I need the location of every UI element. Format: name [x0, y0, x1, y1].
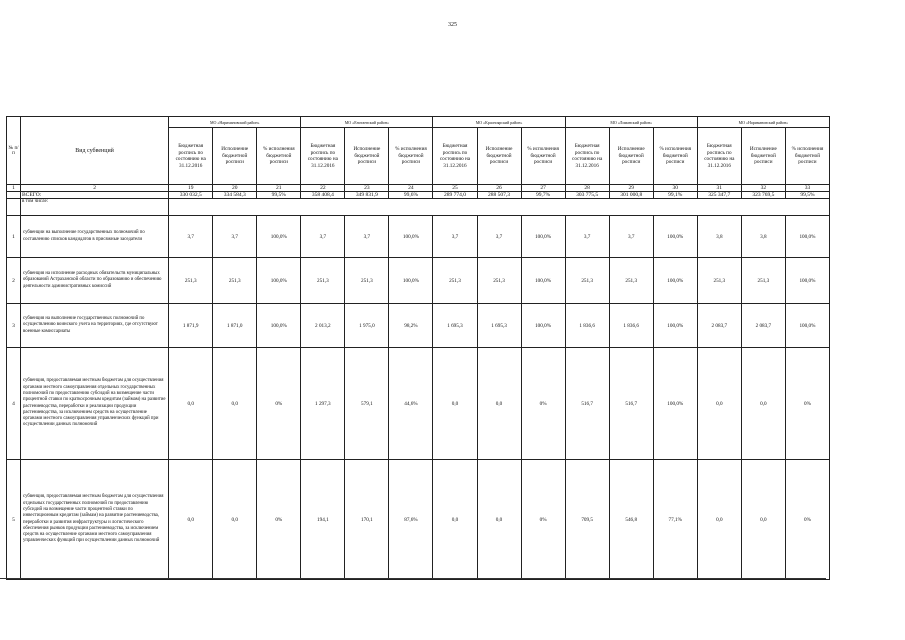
- cell-value: 3,7: [433, 216, 477, 258]
- table-row: [7, 258, 830, 304]
- region-header-row: [7, 117, 830, 128]
- cell-value: 100,0%: [785, 258, 829, 304]
- cell-value: 546,8: [609, 460, 653, 580]
- total-value: 358 408,4: [301, 192, 345, 199]
- cell-value: 516,7: [565, 348, 609, 460]
- subvention-name: субвенция, предоставляемая местным бюджетам для осуществления органами местного самоуправления отдельных государственных полномочий по предоставлению субсидий на возмещение части процентной ставки по краткосрочным кредитам (займам) на развитие растениеводства, переработки и реализации продукции растениеводства, за исключением средств на осуществление органами местного самоуправления управленческих функций при осуществлении данных полномочий: [21, 348, 169, 460]
- cell-value: 1 975,0: [345, 304, 389, 348]
- cell-value: 1 695,3: [433, 304, 477, 348]
- cell-value: 0,0: [433, 460, 477, 580]
- cell-value: 1 871,9: [169, 304, 213, 348]
- subvention-name: субвенция на выполнение государственных полномочий по осуществлению воинского учета на территориях, где отсутствуют военные комиссариаты: [21, 304, 169, 348]
- cell-value: 251,3: [697, 258, 741, 304]
- cell-value: 44,6%: [389, 348, 433, 460]
- cell-value: 0,0: [741, 348, 785, 460]
- cell-value: 251,3: [477, 258, 521, 304]
- table-row: [7, 216, 830, 258]
- sub-header-pct: % исполнения бюджетной росписи: [257, 128, 301, 185]
- sub-header-plan: Бюджетная роспись по состоянию на 31.12.2016: [565, 128, 609, 185]
- subvention-name: субвенция на исполнение расходных обязательств муниципальных образований Астраханской области по образованию и обеспечению деятельности административных комиссий: [21, 258, 169, 304]
- cell-value: 0%: [257, 348, 301, 460]
- region-header: МО «Наримановский район»: [697, 117, 829, 128]
- column-number: 21: [257, 185, 301, 192]
- including-row: [7, 199, 830, 216]
- row-number: 5: [7, 460, 21, 580]
- cell-value: 0%: [521, 348, 565, 460]
- cell-value: 3,7: [609, 216, 653, 258]
- cell-value: 251,3: [741, 258, 785, 304]
- column-number: 26: [477, 185, 521, 192]
- cell-value: 1 836,6: [565, 304, 609, 348]
- cell-value: 709,5: [565, 460, 609, 580]
- cell-value: 251,3: [169, 258, 213, 304]
- cell-value: 1 871,0: [213, 304, 257, 348]
- cell-value: 0,0: [697, 460, 741, 580]
- column-number: 24: [389, 185, 433, 192]
- cell-value: 0%: [785, 460, 829, 580]
- cell-value: 100,0%: [521, 258, 565, 304]
- sub-header-pct: % исполнения бюджетной росписи: [389, 128, 433, 185]
- sub-header-pct: % исполнения бюджетной росписи: [521, 128, 565, 185]
- cell-value: 100,0%: [257, 304, 301, 348]
- column-number: 23: [345, 185, 389, 192]
- total-row: [7, 192, 830, 199]
- total-value: 289 774,0: [433, 192, 477, 199]
- total-value: 99,7%: [521, 192, 565, 199]
- total-value: 303 775,5: [565, 192, 609, 199]
- footer-rule: [0, 578, 826, 579]
- table-row: [7, 304, 830, 348]
- sub-header-exec: Исполнение бюджетной росписи: [609, 128, 653, 185]
- column-number: 27: [521, 185, 565, 192]
- column-number: 29: [609, 185, 653, 192]
- cell-value: 100,0%: [653, 348, 697, 460]
- total-value: 323 769,5: [741, 192, 785, 199]
- subventions-table: [6, 116, 830, 580]
- cell-value: 0%: [521, 460, 565, 580]
- sub-header-pct: % исполнения бюджетной росписи: [785, 128, 829, 185]
- sub-header-plan: Бюджетная роспись по состоянию на 31.12.2016: [433, 128, 477, 185]
- cell-value: 0,0: [697, 348, 741, 460]
- cell-value: 0,0: [433, 348, 477, 460]
- cell-value: 3,7: [345, 216, 389, 258]
- cell-value: 100,0%: [785, 304, 829, 348]
- cell-value: 579,1: [345, 348, 389, 460]
- total-value: 288 507,3: [477, 192, 521, 199]
- subvention-name: субвенция, предоставляемая местным бюджетам для осуществления отдельных государственных полномочий по предоставлению субсидий на возмещение части процентной ставки по инвестиционным кредитам (займам) на развитие растениеводства, переработки и развития инфраструктуры и логистического обеспечения рынков продукции растениеводства, за исключением средств на осуществление органами местного самоуправления управленческих функций при осуществлении данных полномочий: [21, 460, 169, 580]
- sub-header-plan: Бюджетная роспись по состоянию на 31.12.2016: [697, 128, 741, 185]
- including-label: в том числе:: [21, 199, 169, 216]
- cell-value: 0,0: [213, 460, 257, 580]
- cell-value: 0%: [785, 348, 829, 460]
- col-name-header: Вид субвенций: [21, 117, 169, 185]
- sub-header-exec: Исполнение бюджетной росписи: [477, 128, 521, 185]
- cell-value: 251,3: [433, 258, 477, 304]
- cell-value: 2 083,7: [741, 304, 785, 348]
- table-row: [7, 460, 830, 580]
- cell-value: 77,1%: [653, 460, 697, 580]
- column-number: 30: [653, 185, 697, 192]
- cell-value: 3,8: [697, 216, 741, 258]
- cell-value: 0,0: [169, 348, 213, 460]
- row-number: 2: [7, 258, 21, 304]
- cell-value: 170,1: [345, 460, 389, 580]
- sub-header-exec: Исполнение бюджетной росписи: [741, 128, 785, 185]
- column-number: 22: [301, 185, 345, 192]
- cell-value: 0%: [257, 460, 301, 580]
- cell-value: 251,3: [565, 258, 609, 304]
- column-number: 19: [169, 185, 213, 192]
- cell-value: 1 695,3: [477, 304, 521, 348]
- column-number: 32: [741, 185, 785, 192]
- cell-value: 100,0%: [785, 216, 829, 258]
- cell-value: 3,7: [301, 216, 345, 258]
- cell-value: 0,0: [477, 460, 521, 580]
- cell-value: 100,0%: [389, 216, 433, 258]
- table-row: [7, 348, 830, 460]
- cell-value: 251,3: [345, 258, 389, 304]
- sub-header-plan: Бюджетная роспись по состоянию на 31.12.2016: [169, 128, 213, 185]
- row-number: 3: [7, 304, 21, 348]
- sub-header-pct: % исполнения бюджетной росписи: [653, 128, 697, 185]
- cell-value: 0,0: [169, 460, 213, 580]
- total-value: 325 347,7: [697, 192, 741, 199]
- cell-value: 100,0%: [389, 258, 433, 304]
- cell-value: 251,3: [301, 258, 345, 304]
- cell-value: 0,0: [213, 348, 257, 460]
- column-number: 33: [785, 185, 829, 192]
- cell-value: 100,0%: [521, 304, 565, 348]
- cell-value: 0,0: [477, 348, 521, 460]
- cell-value: 3,7: [477, 216, 521, 258]
- cell-value: 98,2%: [389, 304, 433, 348]
- cell-value: 3,8: [741, 216, 785, 258]
- total-value: 334 584,3: [213, 192, 257, 199]
- cell-value: 100,0%: [257, 258, 301, 304]
- sub-header-exec: Исполнение бюджетной росписи: [213, 128, 257, 185]
- total-value: 99,5%: [257, 192, 301, 199]
- page-number: 325: [448, 22, 457, 28]
- cell-value: 87,6%: [389, 460, 433, 580]
- cell-value: 516,7: [609, 348, 653, 460]
- column-number: 20: [213, 185, 257, 192]
- column-number: 2: [21, 185, 169, 192]
- cell-value: 1 297,3: [301, 348, 345, 460]
- total-value: 301 000,8: [609, 192, 653, 199]
- cell-value: 3,7: [169, 216, 213, 258]
- row-number: 1: [7, 216, 21, 258]
- column-numbering-row: [7, 185, 830, 192]
- total-value: 349 831,9: [345, 192, 389, 199]
- cell-value: 3,7: [213, 216, 257, 258]
- total-value: 99,6%: [389, 192, 433, 199]
- sub-header-exec: Исполнение бюджетной росписи: [345, 128, 389, 185]
- cell-value: 100,0%: [521, 216, 565, 258]
- cell-value: 100,0%: [653, 216, 697, 258]
- region-header: МО «Енотаевский район»: [301, 117, 433, 128]
- table-body: [7, 216, 830, 580]
- total-value: 99,1%: [653, 192, 697, 199]
- sub-header-plan: Бюджетная роспись по состоянию на 31.12.2016: [301, 128, 345, 185]
- column-number: 28: [565, 185, 609, 192]
- row-number: 4: [7, 348, 21, 460]
- subvention-name: субвенции на выполнение государственных полномочий по составлению списков кандидатов в присяжные заседатели: [21, 216, 169, 258]
- cell-value: 2 083,7: [697, 304, 741, 348]
- total-label: ВСЕГО:: [21, 192, 169, 199]
- col-num-header: № п/п: [7, 117, 21, 185]
- column-number: 1: [7, 185, 21, 192]
- region-header: МО «Наримановский район»: [169, 117, 301, 128]
- cell-value: 100,0%: [653, 258, 697, 304]
- cell-value: 100,0%: [257, 216, 301, 258]
- cell-value: 100,0%: [653, 304, 697, 348]
- cell-value: 251,3: [213, 258, 257, 304]
- region-header: МО «Красноярский район»: [433, 117, 565, 128]
- column-number: 31: [697, 185, 741, 192]
- region-header: МО «Лиманский район»: [565, 117, 697, 128]
- cell-value: 2 013,2: [301, 304, 345, 348]
- column-number: 25: [433, 185, 477, 192]
- total-value: 99,5%: [785, 192, 829, 199]
- cell-value: 3,7: [565, 216, 609, 258]
- cell-value: 251,3: [609, 258, 653, 304]
- cell-value: 0,0: [741, 460, 785, 580]
- total-value: 330 032,5: [169, 192, 213, 199]
- cell-value: 194,1: [301, 460, 345, 580]
- cell-value: 1 836,6: [609, 304, 653, 348]
